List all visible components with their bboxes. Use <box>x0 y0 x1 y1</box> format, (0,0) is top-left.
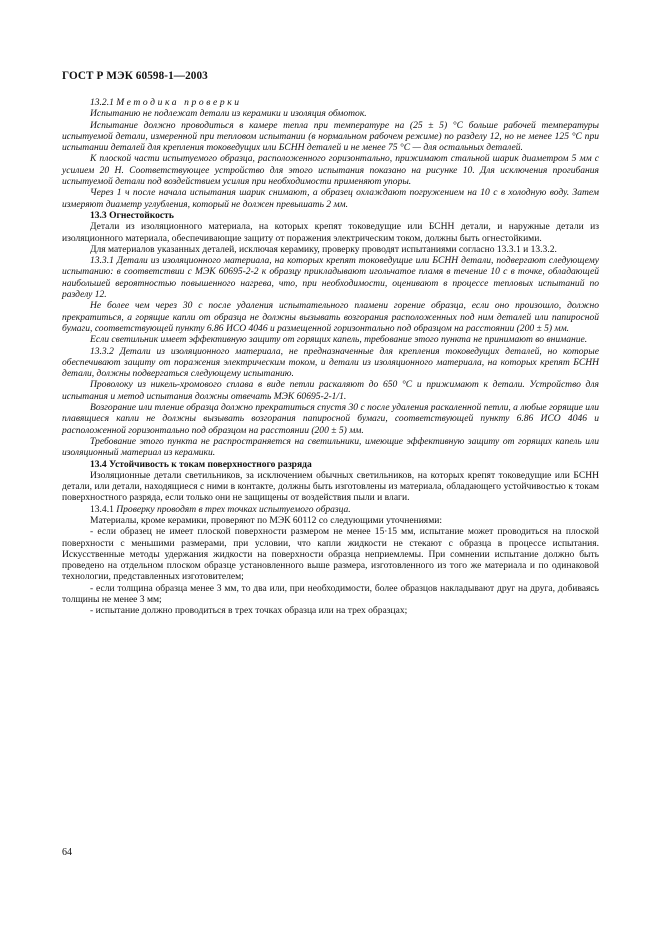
list-item: - испытание должно проводиться в трех точках образца или на трех образцах; <box>90 605 408 617</box>
paragraph: Изоляционные детали светильников, за исключением обычных светильников, на которых крепят токоведущие или БСНН детали, или детали, находящиеся с ними в контакте, должны быть изготовлены из материала, обладающего устойчивостью к токам поверхностного разряда, если только они не защищены от воздействия пыли и влаги. <box>62 469 599 504</box>
paragraph: 13.3.2 Детали из изоляционного материала, не предназначенные для крепления токоведущих деталей, но которые обеспечивают защиту от поражения электрическим током, и детали из изоляционного материала, на которых крепят БСНН детали, должны подвергаться следующему испытанию. <box>62 345 599 380</box>
paragraph: Возгорание или тление образца должно прекратиться спустя 30 с после удаления раскаленной петли, а любые горящие или плавящиеся капли не должны вызывать возгорания папиросной бумаги, соответствующей пункту 6.86 ИСО 4046 и расположенной горизонтально под образцом на расстоянии (200 ± 5) мм. <box>62 402 599 436</box>
paragraph: 13.3.1 Детали из изоляционного материала, на которых крепят токоведущие или БСНН детали, подвергают следующему испытанию: в соответствии с МЭК 60695-2-2 к образцу прикладывают игольчатое пламя в течение 10 с в точке, обладающей наибольшей вероятностью повышенного нагрева, что, при необходимости, оценивают в процессе тепловых испытаний по разделу 12. <box>62 255 599 301</box>
list-item: - если толщина образца менее 3 мм, то два или, при необходимости, более образцов накладывают друг на друга, добиваясь толщины не менее 3 мм; <box>62 582 599 606</box>
paragraph: Испытанию не подлежат детали из керамики и изоляция обмоток. <box>90 108 367 120</box>
paragraph: К плоской части испытуемого образца, расположенного горизонтально, прижимают стальной шарик диаметром 5 мм с усилием 20 Н. Соответствующее устройство для этого испытания показано на рисунке 10. Для исключения прогибания испытуемой детали под воздействием усилия при необходимости применяют упоры. <box>62 153 599 188</box>
document-body <box>62 97 599 617</box>
page-number: 64 <box>62 847 72 858</box>
subsection-13-2-1-heading <box>62 97 599 108</box>
document-header: ГОСТ Р МЭК 60598-1—2003 <box>62 70 208 82</box>
paragraph: Детали из изоляционного материала, на которых крепят токоведущие или БСНН детали, и наружные детали из изоляционного материала, обеспечивающие защиту от поражения электрическим током, должны быть огнестойкими. <box>62 221 599 244</box>
subsection-number: 13.4.1 <box>90 503 117 515</box>
subsection-title: Методика проверки <box>116 97 242 108</box>
paragraph: Испытание должно проводиться в камере тепла при температуре на (25 ± 5) °С больше рабочей температуры испытуемой детали, измеренной при тепловом испытании (в нормальном рабочем режиме) по разделу 12, но не менее 125 °С при испытании деталей для крепления токоведущих или БСНН деталей и не менее 75 °С — для остальных деталей. <box>62 119 599 154</box>
paragraph: Если светильник имеет эффективную защиту от горящих капель, требование этого пункта не принимают во внимание. <box>90 334 588 346</box>
paragraph: Проволоку из никель-хромового сплава в виде петли раскаляют до 650 °С и прижимают к детали. Устройство для испытания и метод испытания должны отвечать МЭК 60695-2-1/1. <box>62 379 599 402</box>
paragraph <box>62 504 599 515</box>
paragraph: Для материалов указанных деталей, исключая керамику, проверку проводят испытаниями согласно 13.3.1 и 13.3.2. <box>90 243 557 255</box>
section-13-4-heading: 13.4 Устойчивость к токам поверхностного разряда <box>90 458 312 470</box>
section-13-3-heading: 13.3 Огнестойкость <box>90 209 174 221</box>
paragraph: Материалы, кроме керамики, проверяют по МЭК 60112 со следующими уточнениями: <box>90 514 442 526</box>
paragraph: Не более чем через 30 с после удаления испытательного пламени горение образца, если оно произошло, должно прекратиться, а горящие капли от образца не должны вызывать возгорания расположенных под ним деталей или папиросной бумаги, соответствующей пункту 6.86 ИСО 4046 и размещенной горизонтально под образцом на расстоянии (200 ± 5) мм. <box>62 300 599 334</box>
subsection-text: Проверку проводят в трех точках испытуемого образца. <box>116 503 351 515</box>
paragraph: Требование этого пункта не распространяется на светильники, имеющие эффективную защиту от горящих капель или изоляционный материал из керамики. <box>62 435 599 459</box>
subsection-number: 13.2.1 <box>90 97 117 108</box>
paragraph: Через 1 ч после начала испытания шарик снимают, а образец охлаждают погружением на 10 с в холодную воду. Затем измеряют диаметр углубления, который не должен превышать 2 мм. <box>62 187 599 210</box>
list-item: - если образец не имеет плоской поверхности размером не менее 15·15 мм, испытание может проводиться на плоской поверхности с меньшими размерами, при условии, что капли жидкости не стекают с образца в процессе испытания. Искусственные методы удержания жидкости на поверхности образца неприемлемы. При сомнении испытание должно быть проведено на отдельном плоском образце установленного выше размера, изготовленного из того же материала и по одинаковой технологии, представленных изготовителем; <box>62 526 599 583</box>
